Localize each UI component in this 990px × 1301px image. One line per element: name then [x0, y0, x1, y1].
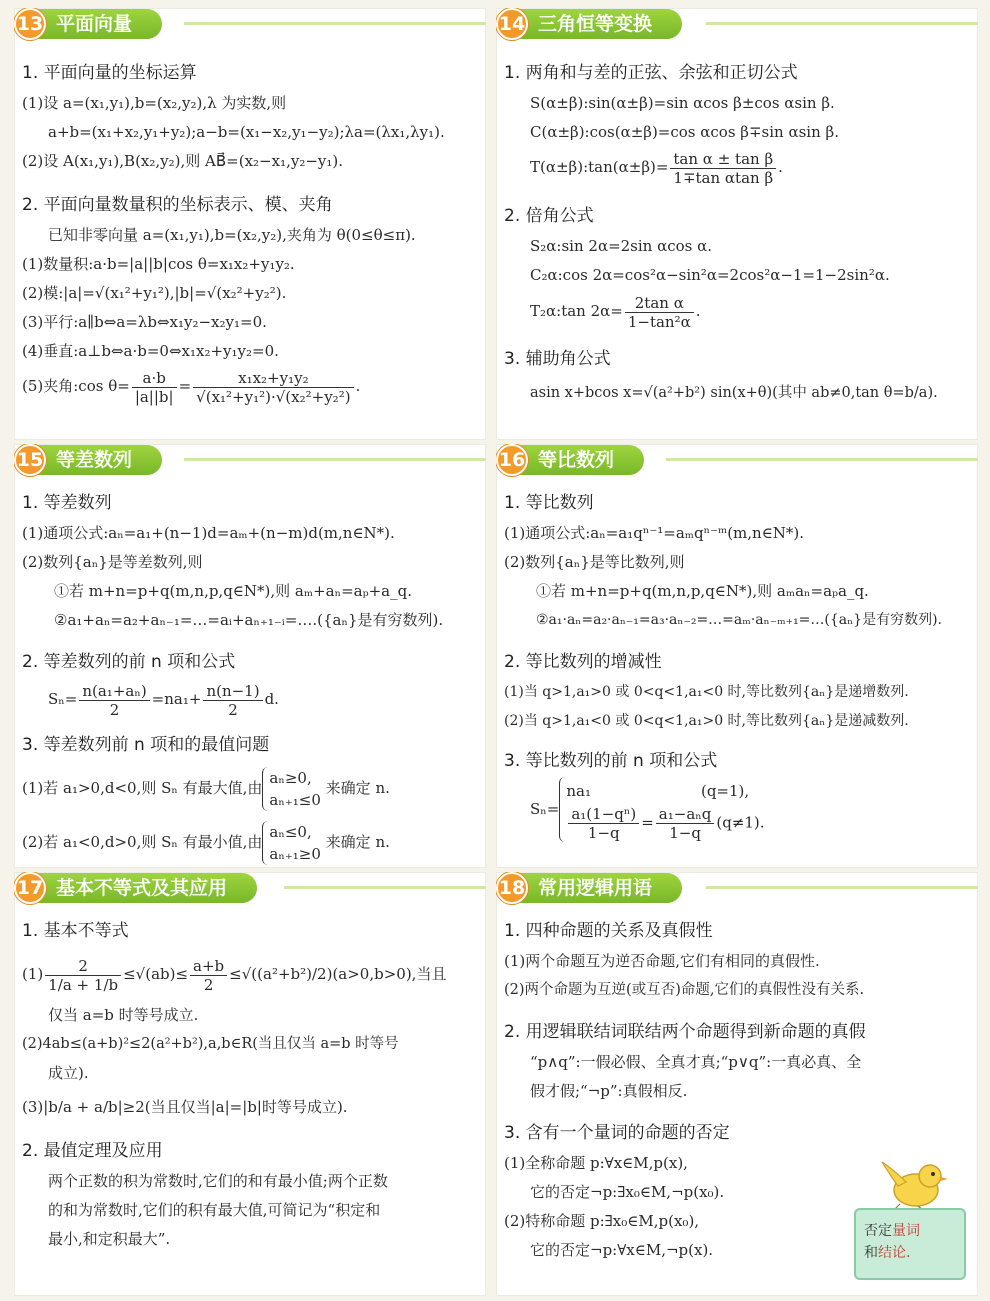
text-line: 已知非零向量 a=(x₁,y₁),b=(x₂,y₂),夹角为 θ(0≤θ≤π).	[48, 226, 416, 244]
text-line: (2)当 q>1,a₁<0 或 0<q<1,a₁>0 时,等比数列{aₙ}是递减数列.	[504, 713, 909, 729]
brace-system	[262, 767, 320, 811]
section-number: 17	[14, 872, 46, 904]
subheading: 1. 两角和与差的正弦、余弦和正切公式	[504, 63, 798, 83]
panel-17-header	[14, 872, 257, 904]
section-number: 15	[14, 444, 46, 476]
note-sign	[854, 1208, 966, 1280]
sign-text: 和	[864, 1245, 878, 1261]
denominator: √(x₁²+y₁²)·√(x₂²+y₂²)	[196, 387, 351, 406]
header-rule	[706, 22, 978, 25]
numerator: n(n−1)	[203, 682, 262, 701]
fraction	[203, 682, 262, 719]
fraction	[132, 369, 177, 406]
text-line: a+b=(x₁+x₂,y₁+y₂);a−b=(x₁−x₂,y₁−y₂);λa=(λx₁,λy₁).	[48, 123, 445, 141]
text-line: ①若 m+n=p+q(m,n,p,q∈N*),则 aₘaₙ=aₚa_q.	[536, 582, 869, 600]
formula-min	[22, 815, 482, 868]
fraction	[625, 294, 694, 331]
formula-inequality	[22, 947, 482, 1001]
subheading: 1. 等差数列	[22, 493, 112, 513]
subheading: 1. 等比数列	[504, 493, 594, 513]
header-rule	[284, 886, 486, 889]
text-fragment: 来确定 n.	[325, 779, 390, 797]
panel-14-trig	[496, 8, 978, 440]
text-line: (2)两个命题为互逆(或互否)命题,它们的真假性没有关系.	[504, 982, 865, 998]
text-line: 最小,和定积最大”.	[48, 1230, 171, 1248]
formula-angle: (5)夹角:cos θ= $\frac{a\cdot b}{|a||b|}$ = $\frac{\text{x₁x₂+y₁y₂}}{\text{√(x₁²+y₁²)·√(x₂²+y₂²)}}$ .	[22, 368, 361, 406]
text-line: (1)全称命题 p:∀x∈M,p(x),	[504, 1154, 688, 1172]
formula-tan2: T₂α:tan 2α= $\frac{\text{2tan α}}{\text{1−tan²α}}$ .	[530, 293, 701, 331]
panel-15-arith-seq	[14, 444, 486, 868]
subheading: 3. 含有一个量词的命题的否定	[504, 1123, 730, 1143]
denominator: 1−q	[587, 824, 620, 842]
formula-max	[22, 761, 482, 815]
text-line: asin x+bcos x=√(a²+b²) sin(x+θ)(其中 ab≠0,tan θ=b/a).	[530, 385, 938, 401]
subheading: 1. 四种命题的关系及真假性	[504, 921, 713, 941]
brace-system	[559, 777, 764, 842]
text-line: (4)垂直:a⊥b⇔a·b=0⇔x₁x₂+y₁y₂=0.	[22, 342, 279, 360]
text-fragment: T(α±β):tan(α±β)=	[530, 158, 669, 176]
section-title: 常用逻辑用语	[518, 873, 682, 903]
section-number: 14	[496, 8, 528, 40]
panel-18-logic	[496, 872, 978, 1296]
section-title: 等差数列	[36, 445, 162, 475]
text-fragment: T₂α:tan 2α=	[530, 302, 623, 320]
denominator: 1/a + 1/b	[48, 975, 119, 994]
text-fragment: (q≠1).	[716, 813, 765, 832]
bird-icon	[878, 1152, 948, 1214]
subheading: 2. 平面向量数量积的坐标表示、模、夹角	[22, 195, 333, 215]
text-fragment: (q=1),	[700, 782, 750, 800]
text-line: (1)通项公式:aₙ=a₁qⁿ⁻¹=aₘqⁿ⁻ᵐ(m,n∈N*).	[504, 524, 805, 542]
subheading: 2. 最值定理及应用	[22, 1141, 163, 1161]
text-fragment: ≤√((a²+b²)/2)(a>0,b>0),当且	[229, 965, 447, 983]
section-number: 13	[14, 8, 46, 40]
panel-16-geo-seq	[496, 444, 978, 868]
formula-geo-sum	[504, 777, 974, 842]
subheading: 1. 基本不等式	[22, 921, 129, 941]
text-line: (2)特称命题 p:∃x₀∈M,p(x₀),	[504, 1212, 700, 1230]
subheading: 2. 用逻辑联结词联结两个命题得到新命题的真假	[504, 1022, 866, 1042]
panel-16-header	[496, 444, 644, 476]
text-line: S₂α:sin 2α=2sin αcos α.	[530, 237, 713, 255]
text-line: (3)平行:a∥b⇔a=λb⇔x₁y₂−x₂y₁=0.	[22, 313, 267, 331]
subheading: 1. 平面向量的坐标运算	[22, 63, 197, 83]
section-title: 平面向量	[36, 9, 162, 39]
panel-13-vectors	[14, 8, 486, 440]
text-fragment: ≤√(ab)≤	[123, 965, 189, 983]
text-line: 假才假;“¬p”:真假相反.	[530, 1082, 688, 1100]
text-line: (1)两个命题互为逆否命题,它们有相同的真假性.	[504, 952, 820, 970]
text-line: “p∧q”:一假必假、全真才真;“p∨q”:一真必真、全	[530, 1053, 862, 1071]
subheading: 2. 等差数列的前 n 项和公式	[22, 652, 236, 672]
text-line: ②a₁·aₙ=a₂·aₙ₋₁=a₃·aₙ₋₂=…=aₘ·aₙ₋ₘ₊₁=…({aₙ}是有穷数列).	[536, 612, 942, 628]
panel-18-header	[496, 872, 682, 904]
text-fragment: (5)夹角:cos θ=	[22, 377, 130, 395]
text-line: 两个正数的积为常数时,它们的和有最小值;两个正数	[48, 1172, 388, 1190]
fraction	[568, 805, 639, 842]
section-title: 基本不等式及其应用	[36, 873, 257, 903]
fraction	[190, 957, 227, 994]
text-line: (1)通项公式:aₙ=a₁+(n−1)d=aₘ+(n−m)d(m,n∈N*).	[22, 524, 395, 542]
numerator: n(a₁+aₙ)	[79, 682, 149, 701]
text-line: 成立).	[48, 1064, 89, 1082]
header-rule	[184, 22, 486, 25]
brace-row: aₙ≤0,	[269, 823, 312, 841]
fraction	[670, 150, 776, 187]
section-number: 16	[496, 444, 528, 476]
text-fragment: (1)若 a₁>0,d<0,则 Sₙ 有最大值,由	[22, 779, 263, 797]
numerator: a₁−aₙq	[656, 805, 715, 824]
text-line: (1)当 q>1,a₁>0 或 0<q<1,a₁<0 时,等比数列{aₙ}是递增数列.	[504, 684, 909, 700]
formula-sum	[22, 678, 482, 720]
brace-row: aₙ≥0,	[269, 769, 312, 787]
text-line: (1)设 a=(x₁,y₁),b=(x₂,y₂),λ 为实数,则	[22, 94, 287, 112]
denominator: |a||b|	[134, 387, 174, 406]
numerator: x₁x₂+y₁y₂	[193, 369, 353, 388]
subheading: 3. 辅助角公式	[504, 349, 611, 369]
text-fragment: Sₙ=	[530, 800, 560, 818]
brace-system	[262, 821, 320, 865]
text-line: 仅当 a=b 时等号成立.	[48, 1006, 199, 1024]
panel-15-header	[14, 444, 162, 476]
fraction	[45, 957, 121, 994]
subheading: 2. 等比数列的增减性	[504, 652, 662, 672]
header-rule	[184, 458, 486, 461]
denominator: 1−tan²α	[627, 312, 691, 331]
numerator: 2tan α	[625, 294, 694, 313]
fraction	[193, 369, 353, 406]
denominator: 2	[203, 975, 214, 994]
text-fragment: (2)若 a₁<0,d>0,则 Sₙ 有最小值,由	[22, 833, 263, 851]
subheading: 3. 等差数列前 n 项和的最值问题	[22, 735, 270, 755]
header-rule	[706, 886, 978, 889]
denominator: 1∓tan αtan β	[673, 168, 774, 187]
text-line: 它的否定¬p:∃x₀∈M,¬p(x₀).	[530, 1183, 725, 1201]
text-fragment: na₁	[566, 782, 591, 800]
subheading: 2. 倍角公式	[504, 206, 594, 226]
text-fragment: Sₙ=	[48, 690, 78, 708]
denominator: 1−q	[669, 824, 701, 842]
text-line: S(α±β):sin(α±β)=sin αcos β±cos αsin β.	[530, 94, 835, 112]
numerator: a₁(1−qⁿ)	[568, 805, 639, 824]
text-line: (2)模:|a|=√(x₁²+y₁²),|b|=√(x₂²+y₂²).	[22, 284, 287, 302]
section-number: 18	[496, 872, 528, 904]
text-line: (1)数量积:a·b=|a||b|cos θ=x₁x₂+y₁y₂.	[22, 255, 295, 273]
sign-text-highlight: 量词	[892, 1223, 920, 1239]
numerator: a+b	[190, 957, 227, 976]
text-fragment: =	[641, 813, 654, 832]
panel-13-header	[14, 8, 162, 40]
sign-text: 否定	[864, 1223, 892, 1239]
brace-row: aₙ₊₁≥0	[269, 845, 321, 863]
header-rule	[666, 458, 978, 461]
sign-text-highlight: 结论.	[878, 1245, 911, 1261]
text-line: 的和为常数时,它们的积有最大值,可简记为“积定和	[48, 1201, 381, 1219]
panel-17-inequality	[14, 872, 486, 1296]
text-line: 它的否定¬p:∀x∈M,¬p(x).	[530, 1241, 714, 1259]
formula-tan: T(α±β):tan(α±β)= $\frac{\text{tan α ± tan β}}{\text{1∓tan αtan β}}$ .	[530, 149, 783, 187]
section-title: 三角恒等变换	[518, 9, 682, 39]
text-line: C(α±β):cos(α±β)=cos αcos β∓sin αsin β.	[530, 123, 839, 141]
text-line: (2)数列{aₙ}是等差数列,则	[22, 553, 203, 571]
fraction	[656, 805, 715, 842]
brace-row	[566, 805, 764, 842]
text-fragment: =na₁+	[151, 690, 202, 708]
brace-row: aₙ₊₁≤0	[269, 791, 321, 809]
denominator: 2	[228, 700, 238, 719]
text-line: (2)数列{aₙ}是等比数列,则	[504, 553, 685, 571]
text-line: (2)设 A(x₁,y₁),B(x₂,y₂),则 AB⃗=(x₂−x₁,y₂−y₁).	[22, 152, 344, 170]
subheading: 3. 等比数列的前 n 项和公式	[504, 751, 718, 771]
numerator: tan α ± tan β	[670, 150, 776, 169]
text-fragment: 来确定 n.	[325, 833, 390, 851]
text-line: (2)4ab≤(a+b)²≤2(a²+b²),a,b∈R(当且仅当 a=b 时等号	[22, 1036, 399, 1052]
fraction	[79, 682, 149, 719]
section-title: 等比数列	[518, 445, 644, 475]
text-line: ①若 m+n=p+q(m,n,p,q∈N*),则 aₘ+aₙ=aₚ+a_q.	[54, 582, 412, 600]
text-line: C₂α:cos 2α=cos²α−sin²α=2cos²α−1=1−2sin²α.	[530, 266, 890, 284]
panel-14-header	[496, 8, 682, 40]
text-line: ②a₁+aₙ=a₂+aₙ₋₁=…=aᵢ+aₙ₊₁₋ᵢ=….({aₙ}是有穷数列).	[54, 611, 444, 629]
denominator: 2	[109, 700, 120, 719]
numerator: 2	[45, 957, 121, 976]
brace-row	[566, 777, 764, 805]
text-line: (3)|b/a + a/b|≥2(当且仅当|a|=|b|时等号成立).	[22, 1098, 348, 1116]
text-fragment: d.	[264, 690, 279, 708]
numerator: a·b	[132, 369, 177, 388]
text-fragment: (1)	[22, 965, 44, 983]
